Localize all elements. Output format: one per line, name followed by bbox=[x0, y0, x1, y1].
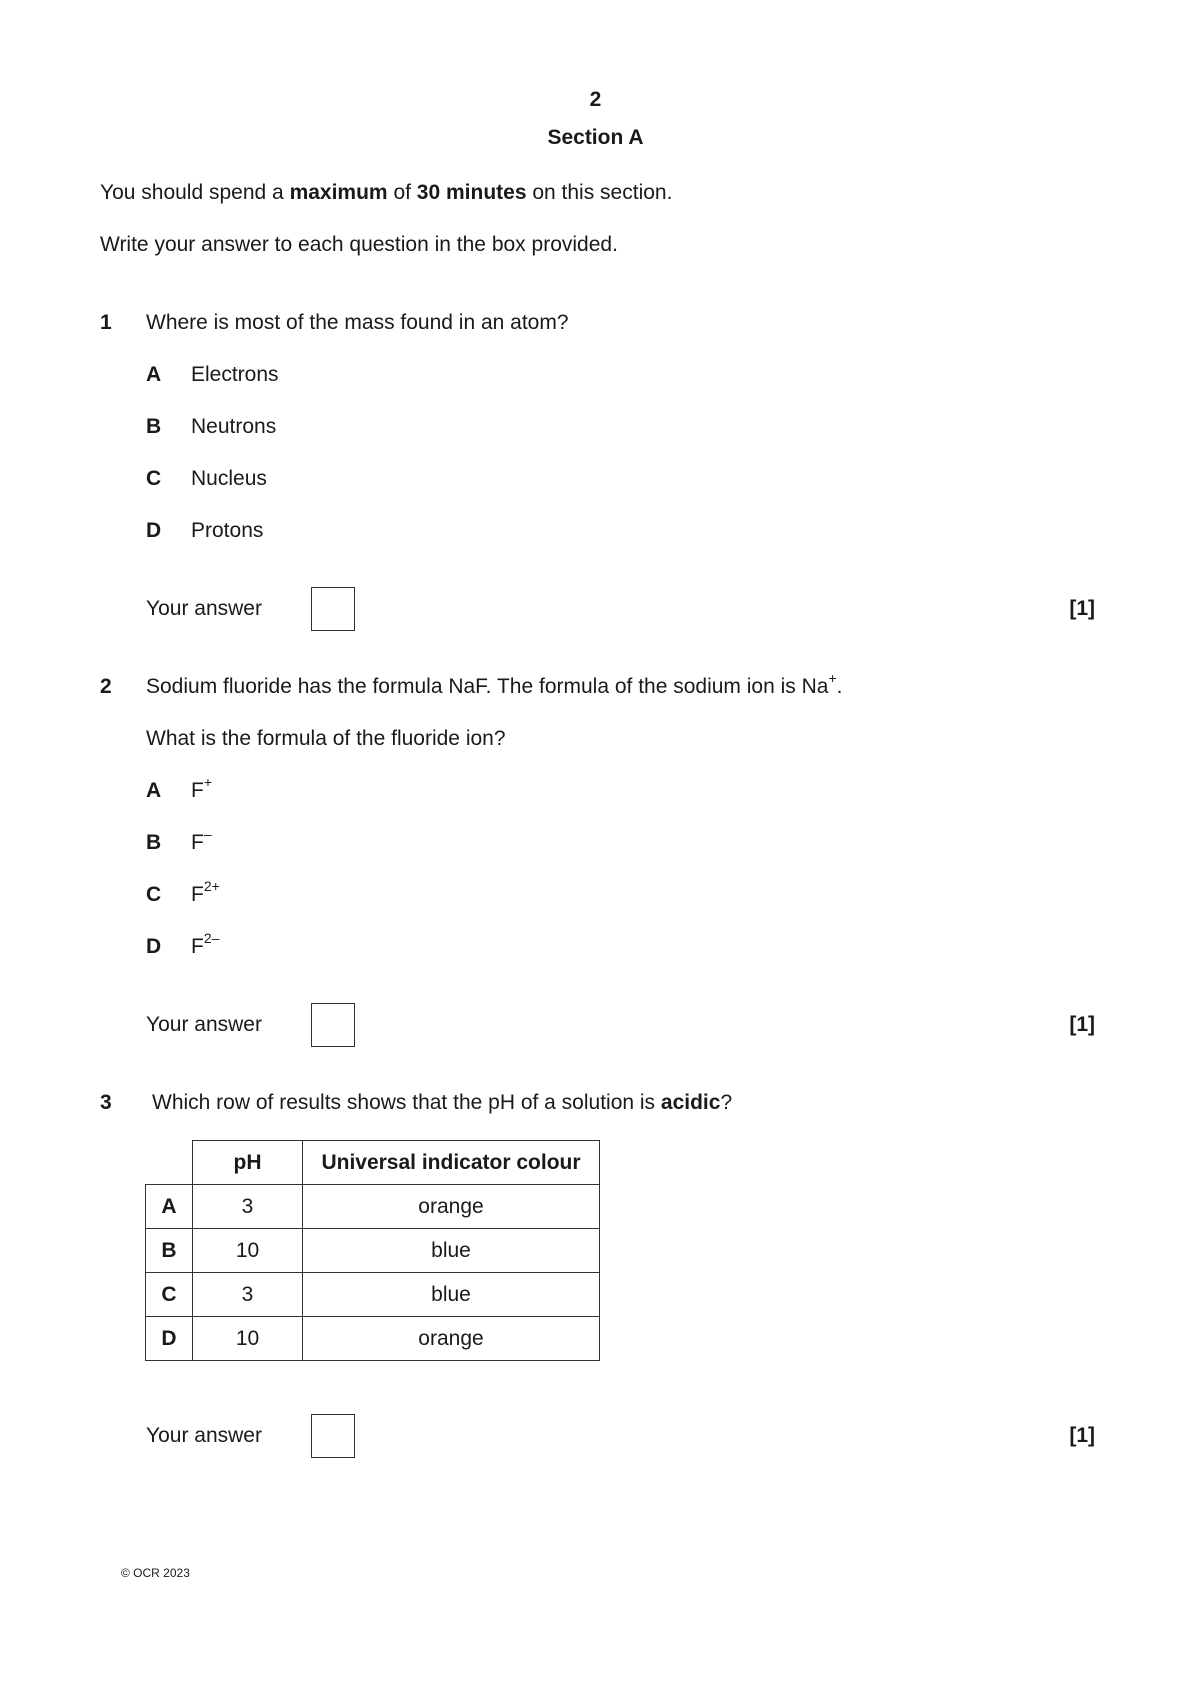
ion-charge: + bbox=[828, 670, 837, 686]
marks: [1] bbox=[1069, 1424, 1095, 1447]
formula-base: F bbox=[191, 935, 204, 958]
ion-charge: 2– bbox=[203, 930, 220, 946]
question-text-part: Which row of results shows that the pH of a solution is bbox=[152, 1091, 661, 1114]
answer-label: Your answer bbox=[146, 1013, 262, 1036]
copyright-footer: © OCR 2023 bbox=[121, 1566, 190, 1580]
option-text: Electrons bbox=[191, 363, 279, 386]
colour-cell: orange bbox=[303, 1317, 600, 1361]
instruction-text: on this section. bbox=[526, 181, 673, 204]
option-formula bbox=[191, 878, 220, 908]
question-text-part: ? bbox=[720, 1091, 733, 1114]
table-row bbox=[146, 1229, 600, 1273]
table-row bbox=[146, 1273, 600, 1317]
row-letter: C bbox=[146, 1273, 193, 1317]
question-emphasis: acidic bbox=[660, 1091, 721, 1114]
ph-cell: 10 bbox=[193, 1317, 303, 1361]
instruction-text: of bbox=[387, 181, 417, 204]
results-table bbox=[145, 1140, 600, 1361]
formula-base: F bbox=[191, 831, 204, 854]
option-letter: A bbox=[146, 363, 162, 386]
question-text-part: Sodium fluoride has the formula NaF. The formula of the sodium ion is Na bbox=[146, 675, 829, 698]
colour-cell: blue bbox=[303, 1273, 600, 1317]
table-row bbox=[146, 1317, 600, 1361]
option-letter: B bbox=[146, 831, 162, 854]
instruction-time bbox=[100, 180, 672, 206]
row-letter: D bbox=[146, 1317, 193, 1361]
option-letter: C bbox=[146, 467, 162, 490]
ion-charge: 2+ bbox=[203, 878, 220, 894]
instruction-text: You should spend a bbox=[100, 181, 290, 204]
table-corner bbox=[146, 1141, 193, 1185]
question-number: 3 bbox=[100, 1091, 112, 1114]
question-text: Where is most of the mass found in an atom? bbox=[146, 311, 569, 334]
question-subtext: What is the formula of the fluoride ion? bbox=[146, 727, 506, 750]
question-text bbox=[146, 670, 843, 700]
question-text bbox=[152, 1090, 732, 1116]
table-header: pH bbox=[193, 1141, 303, 1185]
table-header: Universal indicator colour bbox=[303, 1141, 600, 1185]
ion-charge: – bbox=[203, 826, 212, 842]
instruction-emphasis: maximum bbox=[289, 181, 388, 204]
question-number: 1 bbox=[100, 311, 112, 334]
ph-cell: 3 bbox=[193, 1273, 303, 1317]
colour-cell: orange bbox=[303, 1185, 600, 1229]
formula-base: F bbox=[191, 883, 204, 906]
page-number: 2 bbox=[589, 88, 602, 111]
question-number: 2 bbox=[100, 675, 112, 698]
answer-box[interactable] bbox=[311, 1414, 355, 1458]
option-formula bbox=[191, 774, 213, 804]
answer-box[interactable] bbox=[311, 587, 355, 631]
ph-cell: 3 bbox=[193, 1185, 303, 1229]
ph-cell: 10 bbox=[193, 1229, 303, 1273]
option-letter: D bbox=[146, 519, 162, 542]
answer-label: Your answer bbox=[146, 597, 262, 620]
option-letter: B bbox=[146, 415, 162, 438]
table-header-row bbox=[146, 1141, 600, 1185]
instruction-answer-box: Write your answer to each question in the box provided. bbox=[100, 233, 618, 256]
option-letter: C bbox=[146, 883, 162, 906]
option-letter: A bbox=[146, 779, 162, 802]
formula-base: F bbox=[191, 779, 204, 802]
option-text: Nucleus bbox=[191, 467, 267, 490]
option-formula bbox=[191, 930, 220, 960]
section-title: Section A bbox=[547, 126, 644, 149]
answer-box[interactable] bbox=[311, 1003, 355, 1047]
answer-label: Your answer bbox=[146, 1424, 262, 1447]
option-letter: D bbox=[146, 935, 162, 958]
row-letter: A bbox=[146, 1185, 193, 1229]
question-text-part: . bbox=[836, 675, 843, 698]
instruction-emphasis: 30 minutes bbox=[416, 181, 527, 204]
marks: [1] bbox=[1069, 1013, 1095, 1036]
marks: [1] bbox=[1069, 597, 1095, 620]
table-row bbox=[146, 1185, 600, 1229]
option-text: Neutrons bbox=[191, 415, 277, 438]
ion-charge: + bbox=[203, 774, 213, 790]
colour-cell: blue bbox=[303, 1229, 600, 1273]
option-text: Protons bbox=[191, 519, 264, 542]
row-letter: B bbox=[146, 1229, 193, 1273]
option-formula bbox=[191, 826, 212, 856]
